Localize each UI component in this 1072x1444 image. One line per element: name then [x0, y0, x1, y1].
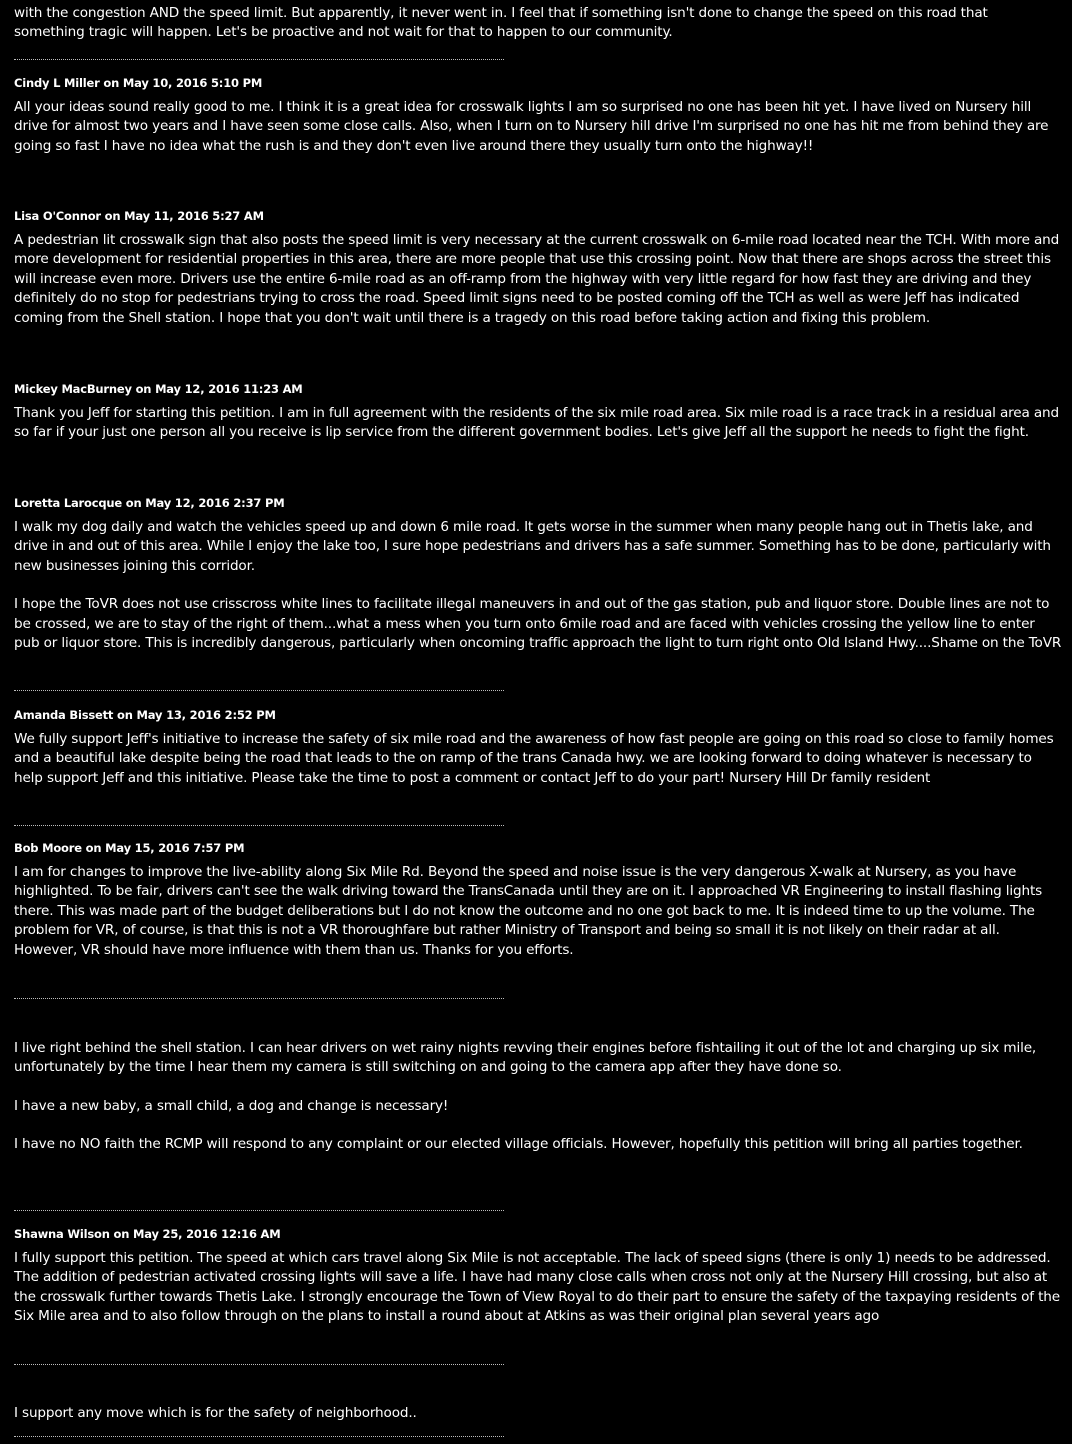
comment-text: We fully support Jeff's initiative to increase the safety of six mile road and the awareness of how fast people are going on this road so close to family homes and a beautiful lake despite being the road that leads to the on ramp of the trans Canada hwy. we are looking forward to doing whatever is necessary to help support Jeff and this initiative. Please take the time to post a comment or contact Jeff to do your part! Nursery Hill Dr family resident [14, 731, 1054, 786]
comment-text: A pedestrian lit crosswalk sign that also posts the speed limit is very necessary at the current crosswalk on 6-mile road located near the TCH. With more and more development for residential properties in this area, there are more people that use this crossing point. Now that there are shops across the street this will increase even more. Drivers use the entire 6-mile road as an off-ramp from the highway with very little regard for how fast they are driving and they definitely do no stop for pedestrians trying to cross the road. Speed limit signs need to be posted coming off the TCH as well as were Jeff has indicated coming from the Shell station. I hope that you don't wait until there is a tragedy on this road before taking action and fixing this problem. [14, 232, 1060, 326]
comment-text: I fully support this petition. The speed at which cars travel along Six Mile is not acceptable. The lack of speed signs (there is only 1) needs to be addressed. The addition of pedestrian activated crossing lights will save a life. I have had many close calls when cross not only at the Nursery Hill crossing, but also at the crosswalk further towards Thetis Lake. I strongly encourage the Town of View Royal to do their part to ensure the safety of the taxpaying residents of the Six Mile area and to also follow through on the plans to install a round about at Atkins as was their original plan several years ago [14, 1250, 1060, 1325]
comment-meta: Shawna Wilson on May 25, 2016 12:16 AM [14, 1227, 281, 1241]
comment-1 [14, 76, 1062, 156]
comment-meta: Amanda Bissett on May 13, 2016 2:52 PM [14, 708, 276, 722]
comment-text: I live right behind the shell station. I can hear drivers on wet rainy nights revving their engines before fishtailing it out of the lot and charging up six mile, unfortunately by the time I hear them my camera is still switching on and going to the camera app after they have done so. [14, 1040, 1037, 1076]
comment-8 [14, 1227, 1062, 1327]
comment-5 [14, 708, 1062, 788]
comment-divider [14, 1436, 504, 1437]
comment-divider [14, 1210, 504, 1211]
comment-text: I support any move which is for the safety of neighborhood.. [14, 1405, 417, 1421]
comment-0 [14, 4, 1062, 43]
comment-divider [14, 825, 504, 826]
comment-3 [14, 382, 1062, 443]
comment-7 [14, 1039, 1062, 1155]
comment-meta: Mickey MacBurney on May 12, 2016 11:23 AM [14, 382, 303, 396]
comment-text: I hope the ToVR does not use crisscross white lines to facilitate illegal maneuvers in and out of the gas station, pub and liquor store. Double lines are not to be crossed, we are to stay of the right of them...what a mess when you turn onto 6mile road and are faced with vehicles crossing the yellow line to enter pub or liquor store. This is incredibly dangerous, particularly when oncoming traffic approach the light to turn right onto Old Island Hwy....Shame on the ToVR [14, 596, 1062, 652]
comment-text: All your ideas sound really good to me. I think it is a great idea for crosswalk lights I am so surprised no one has been hit yet. I have lived on Nursery hill drive for almost two years and I have seen some close calls. Also, when I turn on to Nursery hill drive I'm surprised no one has hit me from behind they are going so fast I have no idea what the rush is and they don't even live around there they usually turn onto the highway!! [14, 99, 1049, 154]
comment-9 [14, 1404, 1062, 1423]
comment-meta: Loretta Larocque on May 12, 2016 2:37 PM [14, 496, 285, 510]
comment-divider [14, 690, 504, 691]
comment-4 [14, 496, 1062, 653]
comment-divider [14, 1364, 504, 1365]
comment-meta: Cindy L Miller on May 10, 2016 5:10 PM [14, 76, 263, 90]
comment-meta: Bob Moore on May 15, 2016 7:57 PM [14, 841, 245, 855]
comment-text: I have no NO faith the RCMP will respond to any complaint or our elected village officials. However, hopefully this petition will bring all parties together. [14, 1136, 1023, 1153]
comment-text: I have a new baby, a small child, a dog and change is necessary! [14, 1097, 449, 1114]
comment-divider [14, 998, 504, 999]
comment-text: I walk my dog daily and watch the vehicles speed up and down 6 mile road. It gets worse in the summer when many people hang out in Thetis lake, and drive in and out of this area. While I enjoy the lake too, I sure hope pedestrians and drivers has a safe summer. Something has to be done, particularly with new businesses joining this corridor. [14, 519, 1051, 574]
comment-divider [14, 59, 504, 60]
comment-meta: Lisa O'Connor on May 11, 2016 5:27 AM [14, 209, 264, 223]
comment-2 [14, 209, 1062, 328]
comment-text: Thank you Jeff for starting this petition. I am in full agreement with the residents of the six mile road area. Six mile road is a race track in a residual area and so far if your just one person all you receive is lip service from the different government bodies. Let's give Jeff all the support he needs to fight the fight. [14, 405, 1059, 441]
comment-text: with the congestion AND the speed limit. But apparently, it never went in. I feel that if something isn't done to change the speed on this road that something tragic will happen. Let's be proactive and not wait for that to happen to our community. [14, 5, 988, 41]
comment-text: I am for changes to improve the live-ability along Six Mile Rd. Beyond the speed and noise issue is the very dangerous X-walk at Nursery, as you have highlighted. To be fair, drivers can't see the walk driving toward the TransCanada until they are on it. I approached VR Engineering to install flashing lights there. This was made part of the budget deliberations but I do not know the outcome and no one got back to me. It is indeed time to up the volume. The problem for VR, of course, is that this is not a VR thoroughfare but rather Ministry of Transport and being so small it is not likely on their radar at all. However, VR should have more influence with them than us. Thanks for you efforts. [14, 864, 1043, 958]
comment-6 [14, 841, 1062, 960]
